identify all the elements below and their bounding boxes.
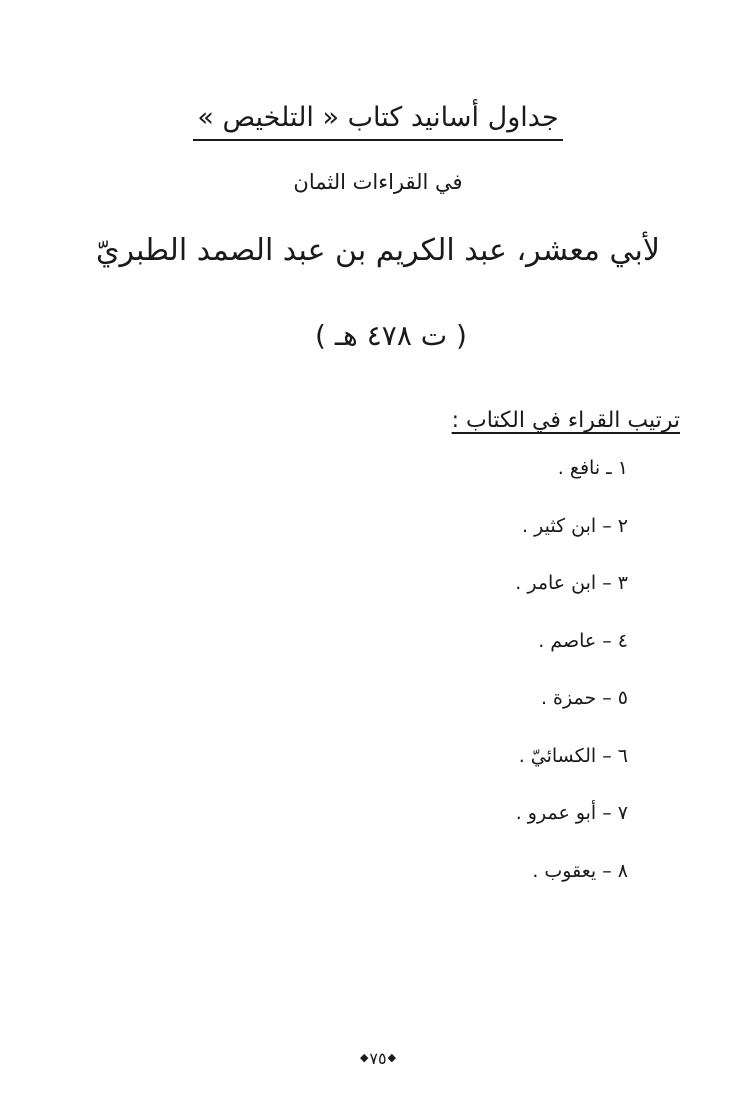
document-subtitle: في القراءات الثمان xyxy=(293,170,463,194)
reader-item: ٦ – الكسائيّ . xyxy=(518,744,628,767)
reader-item: ٥ – حمزة . xyxy=(540,687,628,709)
readers-list xyxy=(515,448,628,908)
document-title-text: جداول أسانيد كتاب « التلخيص » xyxy=(193,98,562,141)
reader-item: ٨ – يعقوب . xyxy=(532,859,628,882)
author-line: لأبي معشر، عبد الكريم بن عبد الصمد الطبريّ xyxy=(95,233,660,268)
page-number-footer xyxy=(0,1046,756,1071)
reader-item: ١ ـ نافع . xyxy=(557,457,628,479)
page-number: ٧٥ xyxy=(369,1048,387,1068)
ornament-left-icon: ◆ xyxy=(359,1050,369,1064)
ornament-right-icon: ◆ xyxy=(387,1050,397,1064)
reader-item: ٢ – ابن كثير . xyxy=(522,514,628,537)
reader-item: ٧ – أبو عمرو . xyxy=(515,802,628,824)
reader-item: ٤ – عاصم . xyxy=(538,629,628,652)
death-date-note: ( ت ٤٧٨ هـ ) xyxy=(315,319,467,352)
section-heading: ترتيب القراء في الكتاب : xyxy=(451,408,680,433)
document-title xyxy=(0,98,756,141)
reader-item: ٣ – ابن عامر . xyxy=(515,572,628,594)
